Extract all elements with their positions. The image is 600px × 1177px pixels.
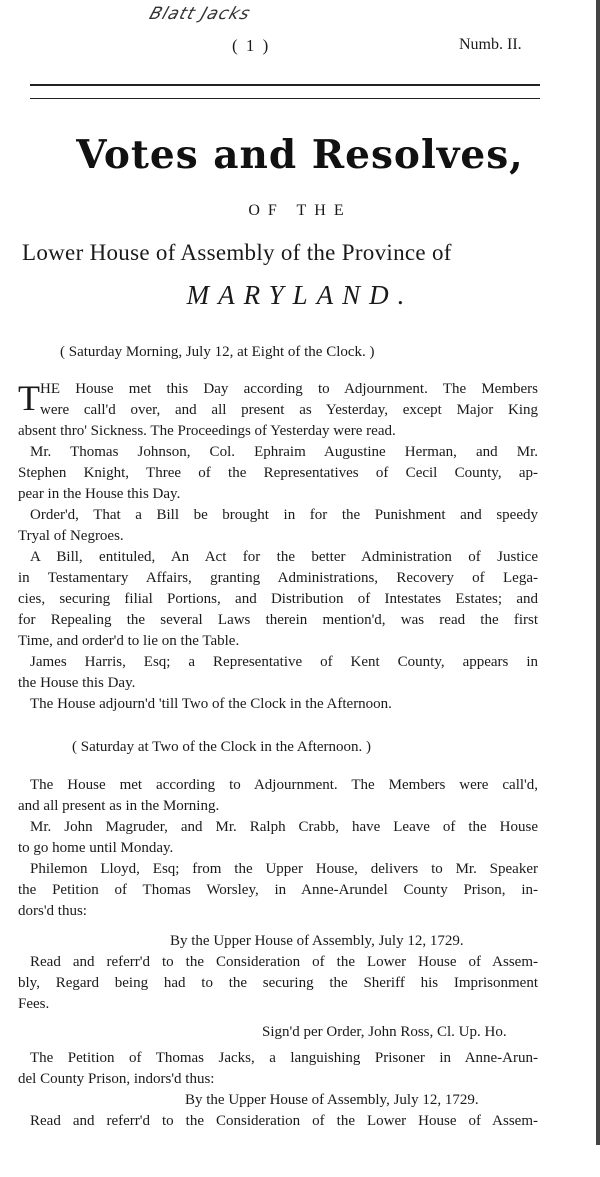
session2-heading: ( Saturday at Two of the Clock in the Afternoon. ) — [72, 739, 372, 755]
session2-line: to go home until Monday. — [18, 840, 174, 856]
session1-line: pear in the House this Day. — [18, 486, 181, 502]
header-rule-top — [30, 84, 540, 86]
session1-line: the House this Day. — [18, 675, 136, 691]
session2-line: dors'd thus: — [18, 903, 87, 919]
document-title: Votes and Resolves, — [76, 132, 524, 178]
session2-line: bly, Regard being had to the securing the Sheriff his Imprisonment — [18, 975, 538, 991]
session1-line: HE House met this Day according to Adjournment. The Members — [40, 381, 538, 397]
session1-line: Tryal of Negroes. — [18, 528, 124, 544]
session1-line: absent thro' Sickness. The Proceedings of Yesterday were read. — [18, 423, 396, 439]
session1-line: cies, securing filial Portions, and Distribution of Intestates Estates; and — [18, 591, 538, 607]
session2-line: Philemon Lloyd, Esq; from the Upper House, delivers to Mr. Speaker — [30, 861, 538, 877]
handwritten-note: Blatt Jacks — [146, 4, 254, 24]
drop-cap: T — [18, 378, 40, 418]
session1-line: for Repealing the several Laws therein mention'd, was read the first — [18, 612, 538, 628]
endorsement-line: By the Upper House of Assembly, July 12, 1729. — [170, 933, 464, 949]
session1-line: Order'd, That a Bill be brought in for the Punishment and speedy — [30, 507, 538, 523]
of-the-line: OF THE — [248, 202, 352, 219]
session2-line: Read and referr'd to the Consideration of the Lower House of Assem- — [30, 954, 538, 970]
session1-line: The House adjourn'd 'till Two of the Clock in the Afternoon. — [30, 696, 392, 712]
header-rule-bottom — [30, 98, 540, 99]
session1-line: were call'd over, and all present as Yesterday, except Major King — [40, 402, 538, 418]
subtitle: Lower House of Assembly of the Province of — [22, 240, 452, 265]
session1-line: James Harris, Esq; a Representative of Kent County, appears in — [30, 654, 538, 670]
number-label: Numb. II. — [459, 36, 522, 53]
session2-line: The House met according to Adjournment. The Members were call'd, — [30, 777, 538, 793]
session1-line: in Testamentary Affairs, granting Administrations, Recovery of Lega- — [18, 570, 538, 586]
session2-line: and all present as in the Morning. — [18, 798, 220, 814]
session1-line: Stephen Knight, Three of the Representatives of Cecil County, ap- — [18, 465, 538, 481]
session1-line: Time, and order'd to lie on the Table. — [18, 633, 240, 649]
province-name: MARYLAND. — [186, 280, 414, 310]
session1-line: Mr. Thomas Johnson, Col. Ephraim Augustine Herman, and Mr. — [30, 444, 538, 460]
session1-heading: ( Saturday Morning, July 12, at Eight of the Clock. ) — [60, 344, 375, 360]
signature-line: Sign'd per Order, John Ross, Cl. Up. Ho. — [262, 1024, 507, 1040]
session2-line: the Petition of Thomas Worsley, in Anne-Arundel County Prison, in- — [18, 882, 538, 898]
session2-line: Mr. John Magruder, and Mr. Ralph Crabb, have Leave of the House — [30, 819, 538, 835]
session2-line: del County Prison, indors'd thus: — [18, 1071, 215, 1087]
endorsement-line: By the Upper House of Assembly, July 12, 1729. — [185, 1092, 479, 1108]
session2-line: The Petition of Thomas Jacks, a languishing Prisoner in Anne-Arun- — [30, 1050, 538, 1066]
session2-line: Fees. — [18, 996, 50, 1012]
page-number: ( 1 ) — [232, 36, 271, 55]
session2-line: Read and referr'd to the Consideration of the Lower House of Assem- — [30, 1113, 538, 1129]
session1-line: A Bill, entituled, An Act for the better Administration of Justice — [30, 549, 538, 565]
